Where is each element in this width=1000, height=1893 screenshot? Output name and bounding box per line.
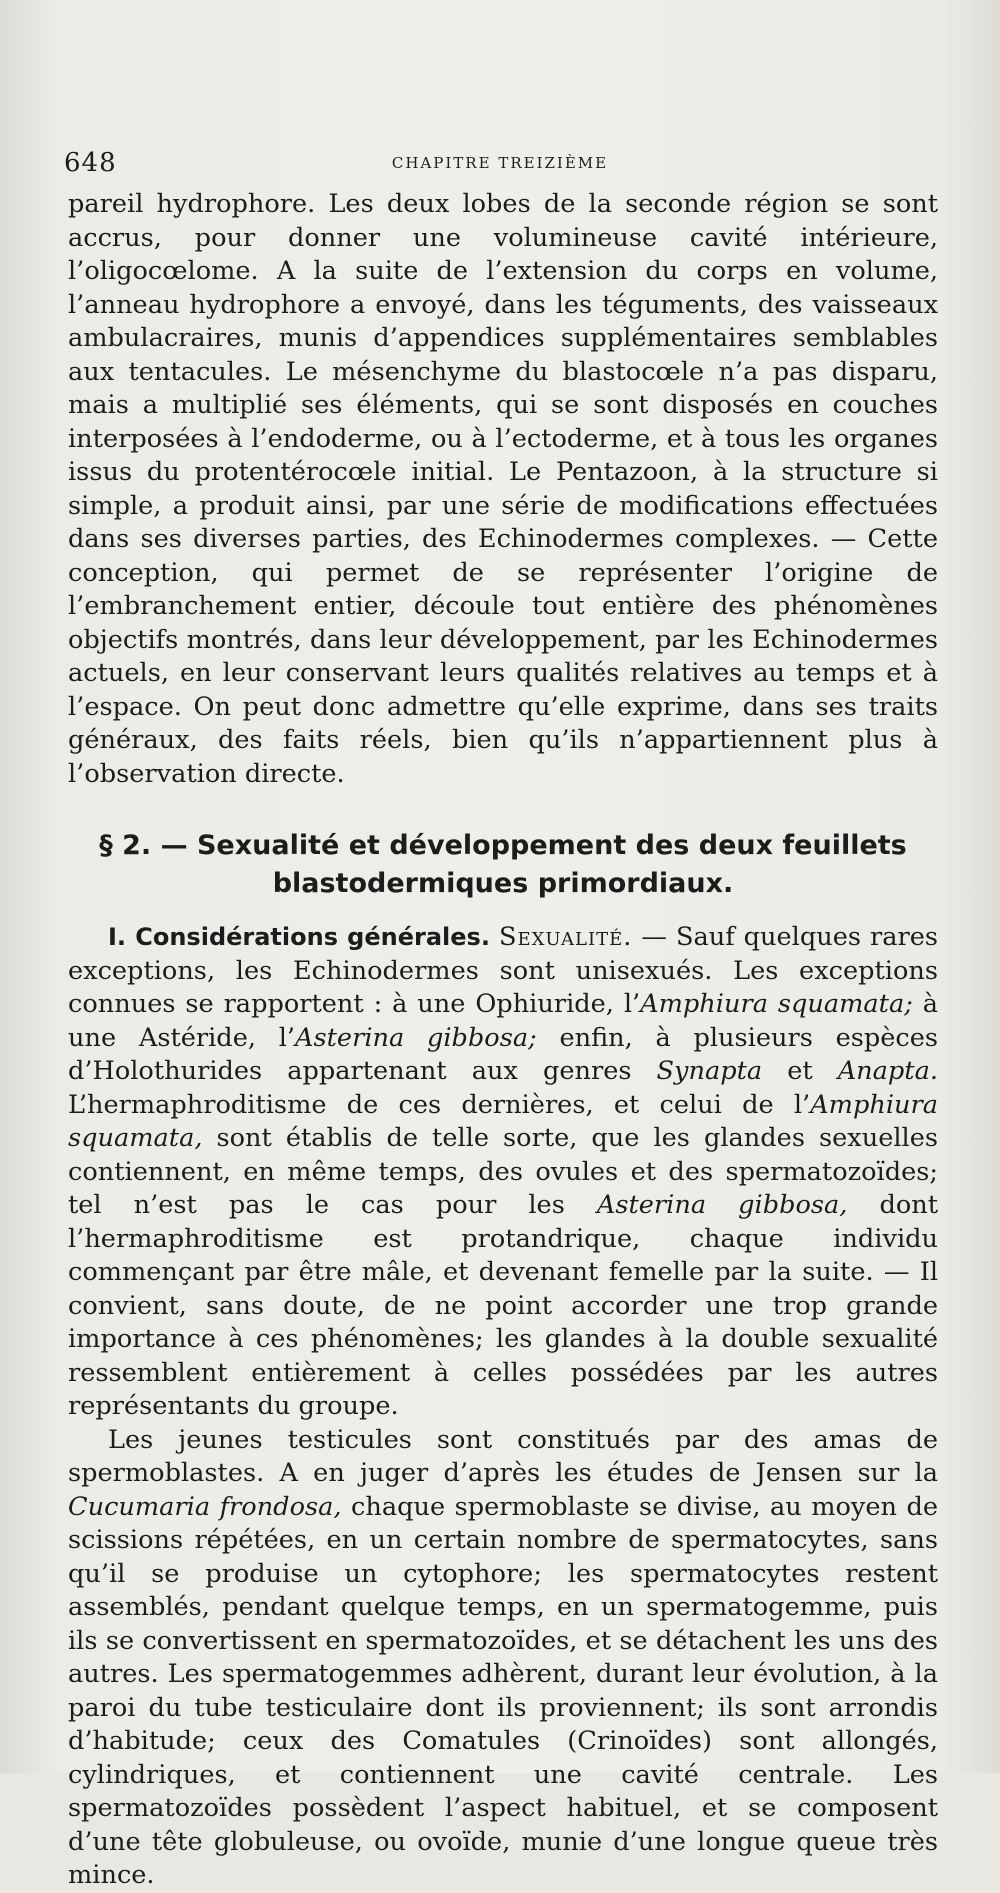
section-heading-line1: § 2. — Sexualité et développement des deux feuillets	[99, 830, 907, 861]
text-run: à une Astéride, l’	[68, 989, 938, 1053]
genus-name: Synapta	[656, 1056, 763, 1086]
subsection-title-text: I. Considérations générales.	[108, 923, 490, 951]
text-run: sont établis de telle sorte, que les glandes sexuelles contiennent, en même temps, des ovules et des spermatozoïdes; tel n’est pas le cas pour les	[68, 1123, 938, 1220]
text-run: et	[762, 1056, 838, 1086]
text-run: Les jeunes testicules sont constitués par des amas de spermoblastes. A en juger d’après les études de Jensen sur la	[68, 1424, 938, 1488]
page-header	[64, 148, 936, 184]
running-head: CHAPITRE TREIZIÈME	[391, 154, 609, 172]
genus-name: Anapta.	[837, 1056, 938, 1086]
section-heading-line2: blastodermiques primordiaux.	[272, 868, 734, 899]
text-run: chaque spermoblaste se divise, au moyen de scissions répétées, en un certain nombre de spermatocytes, sans qu’il se produise un cytophore; les spermatocytes restent assemblés, pendant quelque temps, en un spermatogemme, puis ils se convertissent en spermatozoïdes, et se détachent les uns des autres. Les spermatogemmes adhèrent, durant leur évolution, à la paroi du tube testiculaire dont ils proviennent; ils sont arrondis d’habitude; ceux des Comatules (Crinoïdes) sont allongés, cylindriques, et contiennent une cavité centrale. Les spermatozoïdes possèdent l’aspect habituel, et se composent d’une tête globuleuse, ou ovoïde, munie d’une longue queue très mince.	[68, 1491, 938, 1890]
text-run: — Sauf quelques rares exceptions, les Echinodermes sont unisexués. Les exceptions connues se rapportent : à une Ophiuride, l’	[68, 922, 938, 1019]
page-number: 648	[64, 148, 117, 178]
text-run: L’hermaphroditisme de ces dernières, et celui de l’	[68, 1089, 811, 1120]
subsection-label: Sexualité.	[498, 922, 633, 952]
text-run: dont l’hermaphroditisme est protandrique, chaque individu commençant par être mâle, et devenant femelle par la suite. — Il convient, sans doute, de ne point accorder une trop grande importance à ces phénomènes; les glandes à la double sexualité ressemblent entièrement à celles possédées par les autres représentants du groupe.	[68, 1190, 939, 1421]
species-name: Amphiura squamata;	[640, 989, 913, 1019]
paragraph-sexualite	[68, 921, 938, 1424]
section-heading	[68, 827, 938, 903]
paragraph-testicules	[68, 1424, 938, 1893]
species-name: Amphiura squamata,	[68, 1089, 938, 1153]
species-name: Asterina gibbosa,	[596, 1190, 848, 1220]
species-name: Asterina gibbosa;	[295, 1022, 537, 1053]
species-name: Cucumaria frondosa,	[68, 1491, 342, 1522]
text-run: enfin, à plusieurs espèces d’Holothurides appartenant aux genres	[68, 1022, 939, 1086]
body-text	[68, 188, 938, 1893]
subsection-title	[68, 922, 490, 952]
paragraph-intro: pareil hydrophore. Les deux lobes de la seconde région se sont accrus, pour donner une volumineuse cavité intérieure, l’oligocœlome. A la suite de l’extension du corps en volume, l’anneau hydrophore a envoyé, dans les téguments, des vaisseaux ambulacraires, munis d’appendices supplémentaires semblables aux tentacules. Le mésenchyme du blastocœle n’a pas disparu, mais a multiplié ses éléments, qui se sont disposés en couches interposées à l’endoderme, ou à l’ectoderme, et à tous les organes issus du protentérocœle initial. Le Pentazoon, à la structure si simple, a produit ainsi, par une série de modifications effectuées dans ses diverses parties, des Echinodermes complexes. — Cette conception, qui permet de se représenter l’origine de l’embranchement entier, découle tout entière des phénomènes objectifs montrés, dans leur développement, par les Echinodermes actuels, en leur conservant leurs qualités relatives au temps et à l’espace. On peut donc admettre qu’elle exprime, dans ses traits généraux, des faits réels, bien qu’ils n’appartiennent plus à l’observation directe.	[68, 189, 938, 789]
